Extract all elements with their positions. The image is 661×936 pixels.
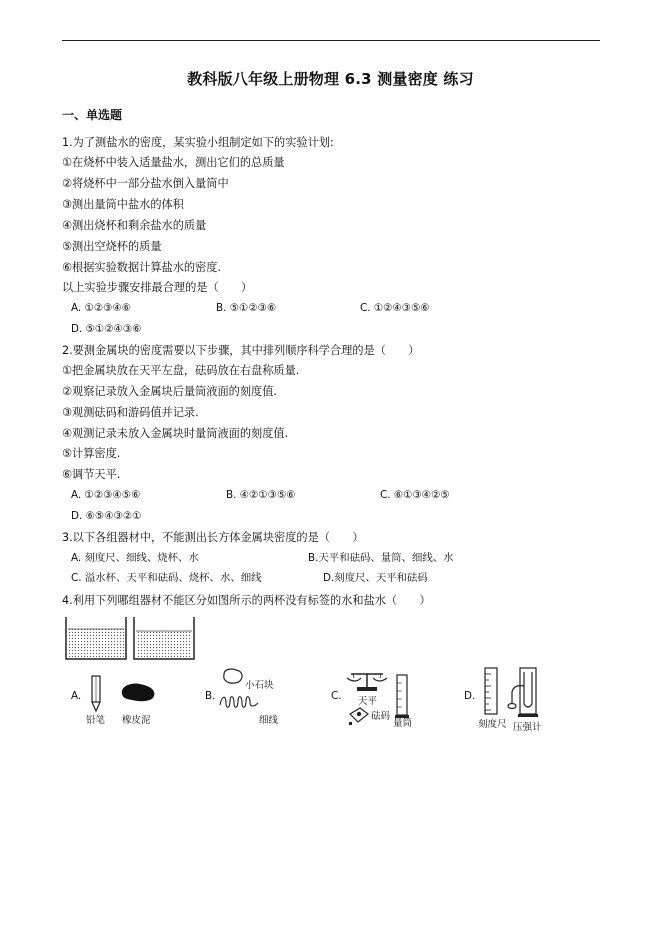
q2-option-a[interactable]: A. ①②③④⑤⑥ — [71, 489, 141, 501]
q3-option-d[interactable]: D.刻度尺、天平和砝码 — [323, 572, 428, 584]
beaker-left — [66, 617, 126, 659]
q2-option-b[interactable]: B. ④②①③⑤⑥ — [226, 489, 296, 501]
section-heading: 一、单选题 — [62, 108, 123, 122]
q2-option-d[interactable]: D. ⑥⑤④③②① — [71, 510, 142, 522]
q2-step: ⑥调节天平. — [62, 468, 121, 481]
q1-option-c[interactable]: C. ①②④③⑤⑥ — [360, 302, 430, 314]
ruler-label: 刻度尺 — [478, 719, 507, 730]
q1-step: ②将烧杯中一部分盐水倒入量筒中 — [62, 177, 229, 190]
manometer-label: 压强计 — [513, 722, 542, 733]
graduated-cylinder-icon — [394, 673, 410, 719]
q3-option-a[interactable]: A. 刻度尺、细线、烧杯、水 — [71, 552, 199, 564]
weights-icon — [346, 704, 372, 726]
cylinder-label: 量筒 — [393, 718, 413, 729]
q4-stem: 4.利用下列哪组器材不能区分如图所示的两杯没有标签的水和盐水（ ） — [62, 594, 431, 607]
clay-label: 橡皮泥 — [122, 715, 151, 726]
stone-icon — [220, 666, 246, 686]
q2-step: ④观测记录未放入金属块时量筒液面的刻度值. — [62, 427, 289, 440]
q1-step: ④测出烧杯和剩余盐水的质量 — [62, 219, 207, 232]
q2-stem: 2.要测金属块的密度需要以下步骤，其中排列顺序科学合理的是（ ） — [62, 344, 420, 357]
q3-option-c[interactable]: C. 溢水杯、天平和砝码、烧杯、水、细线 — [71, 572, 262, 584]
thread-label: 细线 — [259, 715, 279, 726]
q4-option-a[interactable]: A. — [71, 690, 82, 702]
pencil-icon — [88, 674, 104, 714]
q2-step: ③观测砝码和游码值并记录. — [62, 406, 199, 419]
balance-label: 天平 — [358, 696, 378, 707]
q4-option-b[interactable]: B. — [205, 690, 216, 702]
q4-option-d[interactable]: D. — [464, 690, 476, 702]
q1-option-b[interactable]: B. ⑤①②③⑥ — [216, 302, 277, 314]
balance-icon — [345, 668, 389, 692]
q1-option-d[interactable]: D. ⑤①②④③⑥ — [71, 323, 142, 335]
q1-stem: 1.为了测盐水的密度，某实验小组制定如下的实验计划: — [62, 136, 334, 149]
two-beakers-figure — [62, 613, 202, 663]
q1-step: ⑥根据实验数据计算盐水的密度. — [62, 261, 222, 274]
stone-label: 小石块 — [245, 680, 274, 691]
clay-icon — [118, 680, 158, 704]
weights-label: 砝码 — [371, 711, 391, 722]
page-title: 教科版八年级上册物理 6.3 测量密度 练习 — [187, 70, 474, 88]
q3-option-b[interactable]: B.天平和砝码、量筒、细线、水 — [308, 552, 454, 564]
manometer-icon — [504, 666, 546, 718]
q3-stem: 3.以下各组器材中，不能测出长方体金属块密度的是（ ） — [62, 531, 364, 544]
q1-ask: 以上实验步骤安排最合理的是（ ） — [62, 281, 253, 294]
beaker-right — [134, 617, 194, 659]
q1-step: ①在烧杯中装入适量盐水，测出它们的总质量 — [62, 156, 285, 169]
q1-step: ③测出量筒中盐水的体积 — [62, 198, 184, 211]
thread-icon — [218, 693, 260, 711]
q2-step: ②观察记录放入金属块后量筒液面的刻度值. — [62, 385, 277, 398]
pencil-label: 铅笔 — [86, 715, 106, 726]
ruler-icon — [482, 666, 500, 716]
q2-step: ⑤计算密度. — [62, 447, 121, 460]
header-rule — [62, 40, 600, 41]
q2-option-c[interactable]: C. ⑥①③④②⑤ — [380, 489, 450, 501]
q4-option-c[interactable]: C. — [331, 690, 342, 702]
q1-option-a[interactable]: A. ①②③④⑥ — [71, 302, 132, 314]
q1-step: ⑤测出空烧杯的质量 — [62, 240, 162, 253]
q2-step: ①把金属块放在天平左盘，砝码放在右盘称质量. — [62, 364, 300, 377]
